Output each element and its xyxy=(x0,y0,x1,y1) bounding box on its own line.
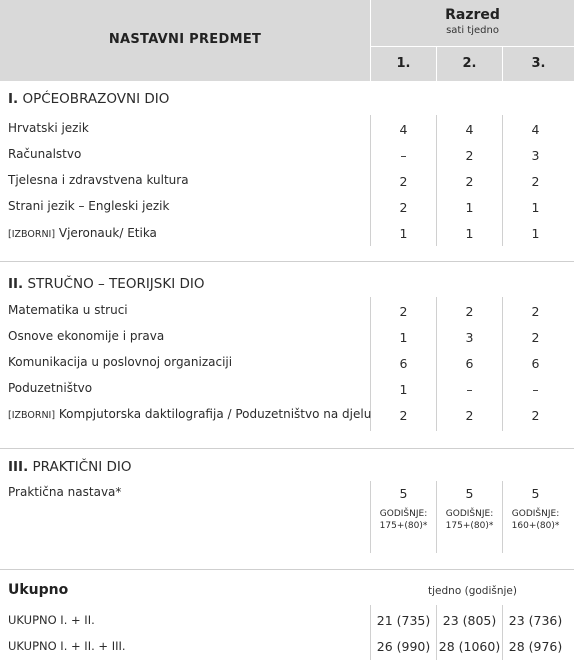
separator-line xyxy=(0,261,574,262)
section-title-1 xyxy=(8,91,169,107)
hours-cell: 1 xyxy=(531,226,540,241)
hours-cell: 2 xyxy=(531,174,540,189)
hours-cell: 4 xyxy=(531,122,540,137)
section-name: OPĆEOBRAZOVNI DIO xyxy=(22,91,170,107)
annual-hours-note: GODIŠNJE: 175+(80)* xyxy=(379,509,428,531)
subject-label: Poduzetništvo xyxy=(8,381,93,395)
subject-label: [IZBORNI] Kompjutorska daktilografija / Poduzetništvo na djelu xyxy=(8,407,372,421)
hours-cell: – xyxy=(532,382,539,397)
hours-cell: 2 xyxy=(465,408,474,423)
hours-cell: 2 xyxy=(531,408,540,423)
hours-cell: 2 xyxy=(399,304,408,319)
hours-cell: 2 xyxy=(465,174,474,189)
hours-cell: 1 xyxy=(399,226,408,241)
elective-tag: [IZBORNI] xyxy=(8,229,56,240)
separator-line xyxy=(0,569,574,570)
section-name: PRAKTIČNI DIO xyxy=(32,459,132,475)
header-col-2: 2. xyxy=(462,56,477,71)
hours-cell: – xyxy=(466,382,473,397)
section-number: III. xyxy=(8,459,29,475)
hours-cell: 5 xyxy=(399,486,408,501)
section-title-2 xyxy=(8,276,205,292)
totals-label: UKUPNO I. + II. + III. xyxy=(8,639,126,653)
totals-cell: 28 (976) xyxy=(508,639,563,654)
section-number: I. xyxy=(8,91,19,107)
hours-cell: 3 xyxy=(465,330,474,345)
hours-cell: 5 xyxy=(465,486,474,501)
subject-label: Matematika u struci xyxy=(8,303,128,317)
section-title-3 xyxy=(8,459,132,475)
hours-cell: – xyxy=(400,148,407,163)
totals-cell: 26 (990) xyxy=(376,639,431,654)
hours-cell: 2 xyxy=(531,330,540,345)
hours-cell: 4 xyxy=(399,122,408,137)
subject-label: Strani jezik – Engleski jezik xyxy=(8,199,170,213)
hours-cell: 6 xyxy=(531,356,540,371)
hours-cell: 4 xyxy=(465,122,474,137)
subject-label: Hrvatski jezik xyxy=(8,121,89,135)
hours-cell: 2 xyxy=(465,304,474,319)
header-razred-title: Razred xyxy=(445,7,500,23)
header-col-3: 3. xyxy=(531,56,546,71)
separator-line xyxy=(0,448,574,449)
annual-hours-note: GODIŠNJE: 175+(80)* xyxy=(445,509,494,531)
subject-label: Tjelesna i zdravstvena kultura xyxy=(8,173,189,187)
hours-cell: 1 xyxy=(531,200,540,215)
annual-hours-note: GODIŠNJE: 160+(80)* xyxy=(511,509,560,531)
hours-cell: 1 xyxy=(399,330,408,345)
hours-cell: 1 xyxy=(465,226,474,241)
subject-label: [IZBORNI] Vjeronauk/ Etika xyxy=(8,226,157,240)
hours-cell: 2 xyxy=(465,148,474,163)
header-col-1: 1. xyxy=(396,56,411,71)
elective-tag: [IZBORNI] xyxy=(8,410,56,421)
hours-cell: 1 xyxy=(465,200,474,215)
totals-label: UKUPNO I. + II. xyxy=(8,613,95,627)
section-number: II. xyxy=(8,276,24,292)
hours-cell: 2 xyxy=(399,408,408,423)
subject-label: Komunikacija u poslovnoj organizaciji xyxy=(8,355,233,369)
hours-cell: 6 xyxy=(399,356,408,371)
totals-cell: 23 (736) xyxy=(508,613,563,628)
hours-cell: 2 xyxy=(399,174,408,189)
hours-cell: 2 xyxy=(399,200,408,215)
section-name: STRUČNO – TEORIJSKI DIO xyxy=(27,276,205,292)
totals-cell: 21 (735) xyxy=(376,613,431,628)
hours-cell: 5 xyxy=(531,486,540,501)
totals-cell: 23 (805) xyxy=(442,613,497,628)
totals-title: Ukupno xyxy=(8,582,69,598)
header-sati-subtitle: sati tjedno xyxy=(446,25,499,36)
hours-cell: 3 xyxy=(531,148,540,163)
hours-cell: 6 xyxy=(465,356,474,371)
subject-label: Osnove ekonomije i prava xyxy=(8,329,165,343)
hours-cell: 1 xyxy=(399,382,408,397)
subject-label: Računalstvo xyxy=(8,147,82,161)
totals-cell: 28 (1060) xyxy=(438,639,501,654)
header-subject-title: NASTAVNI PREDMET xyxy=(108,32,262,47)
totals-note: tjedno (godišnje) xyxy=(428,585,517,597)
subject-label: Praktična nastava* xyxy=(8,485,122,499)
hours-cell: 2 xyxy=(531,304,540,319)
